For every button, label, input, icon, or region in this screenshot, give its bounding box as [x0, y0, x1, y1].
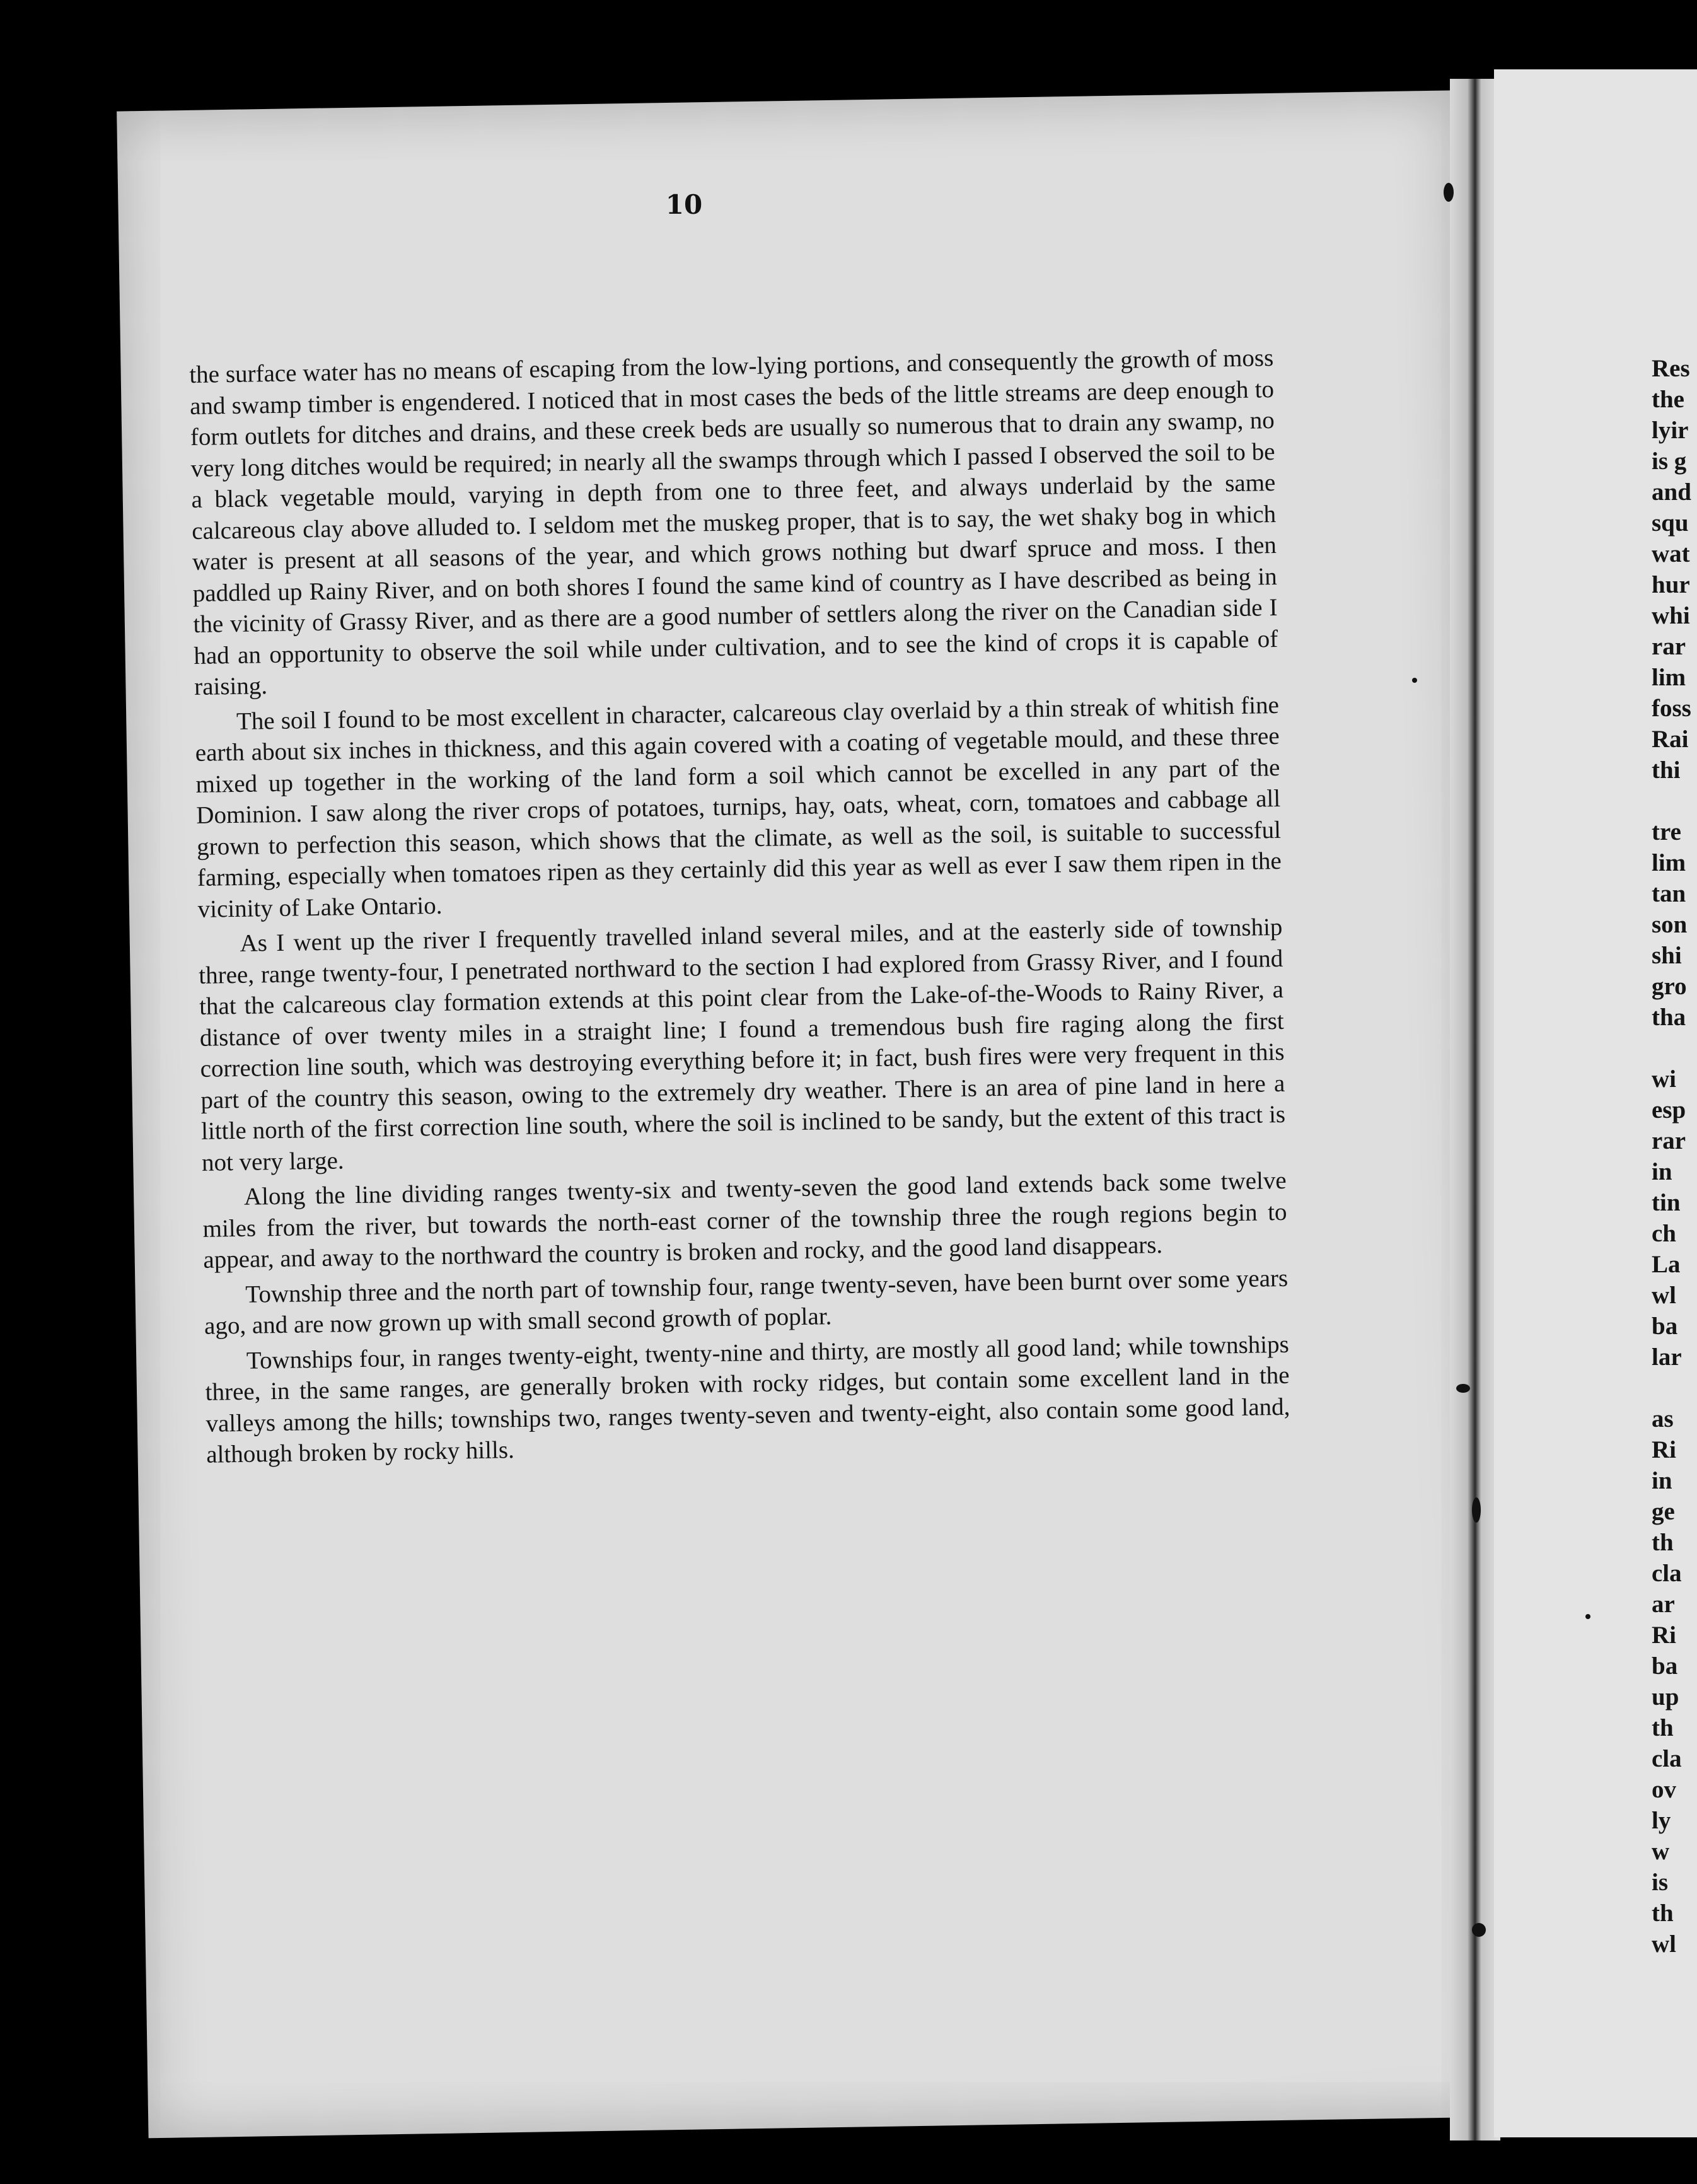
scan-speck: [1472, 1497, 1481, 1523]
facing-page-fragment: Ri: [1652, 1436, 1676, 1463]
facing-page-fragment: [1652, 786, 1697, 816]
facing-page-fragment: foss: [1652, 695, 1691, 722]
facing-page-fragment: ge: [1652, 1498, 1675, 1525]
facing-page-fragment: whi: [1652, 602, 1690, 629]
facing-page-fragment: Ri: [1652, 1622, 1676, 1649]
facing-page-fragment: lim: [1652, 664, 1686, 691]
paragraph-6: Townships four, in ranges twenty-eight, twenty-nine and thirty, are mostly all good land; while townships three, in the same ranges, are generally broken with rocky ridges, but contain some excellent land in the valleys among the hills; townships two, ranges twenty-seven and twenty-eight, also contain some good land, although broken by rocky hills.: [205, 1330, 1290, 1468]
scan-speck: [1444, 183, 1454, 202]
body-text: [189, 342, 1291, 1474]
facing-page-fragment: cla: [1652, 1745, 1682, 1772]
facing-page-fragment: wat: [1652, 540, 1690, 567]
facing-page-fragment: ov: [1652, 1776, 1676, 1803]
facing-page-fragment: th: [1652, 1900, 1674, 1927]
facing-page-fragment: shi: [1652, 942, 1682, 969]
facing-page-fragment: thi: [1652, 757, 1681, 784]
facing-page-fragment: is: [1652, 1869, 1669, 1896]
facing-page-fragment: as: [1652, 1405, 1674, 1432]
facing-page-fragment: lim: [1652, 849, 1686, 876]
facing-page-fragment: in: [1652, 1158, 1672, 1185]
facing-page-fragment: tha: [1652, 1004, 1686, 1031]
facing-page-fragment: th: [1652, 1714, 1674, 1741]
scan-speck: [1585, 1614, 1590, 1619]
facing-page-fragment: wl: [1652, 1931, 1676, 1958]
facing-page-fragment: son: [1652, 911, 1688, 938]
facing-page-fragment: in: [1652, 1467, 1672, 1494]
facing-page-fragment: tin: [1652, 1189, 1681, 1216]
facing-page-fragment: [1652, 1033, 1697, 1064]
facing-page-fragment: tan: [1652, 880, 1686, 907]
facing-page-fragment: and: [1652, 479, 1691, 506]
facing-page-fragment: rar: [1652, 633, 1686, 660]
paragraph-3: As I went up the river I frequently travelled inland several miles, and at the easterly side of township three, range twenty-four, I penetrated northward to the section I had explored from Grassy River, and I found that the calcareous clay formation extends at this point clear from the Lake-of-the-Woods to Rainy River, a distance of over twenty miles in a straight line; I found a tremendous bush fire raging along the first correction line south, which was destroying everything before it; in fact, bush fires were very frequent in this part of the country this season, owing to the extremely dry weather. There is an area of pine land in here a little north of the first correction line south, where the soil is inclined to be sandy, but the extent of this tract is not very large.: [199, 913, 1286, 1176]
facing-page-fragment: ba: [1652, 1313, 1678, 1340]
paragraph-2: The soil I found to be most excellent in character, calcareous clay overlaid by a thin streak of whitish fine earth about six inches in thickness, and this again covered with a coating of vegetable mould, and these three mixed up together in the working of the land form a soil which cannot be excelled in any part of the Dominion. I saw along the river crops of potatoes, turnips, hay, oats, wheat, corn, tomatoes and cabbage all grown to perfection this season, which shows that the climate, as well as the soil, is suitable to successful farming, especially when tomatoes ripen as they certainly did this year as well as ever I saw them ripen in the vicinity of Lake Ontario.: [195, 691, 1282, 923]
facing-page-fragment: cla: [1652, 1560, 1682, 1587]
paragraph-1: the surface water has no means of escaping from the low-lying portions, and consequently the growth of moss and swamp timber is engendered. I noticed that in most cases the beds of the little streams are deep enough to form outlets for ditches and drains, and these creek beds are usually so numerous that to drain any swamp, no very long ditches would be required; in nearly all the swamps through which I passed I observed the soil to be a black vegetable mould, varying in depth from one to three feet, and always underlaid by the same calcareous clay above alluded to. I seldom met the muskeg proper, that is to say, the wet shaky bog in which water is present at all seasons of the year, and which grows nothing but dwarf spruce and moss. I then paddled up Rainy River, and on both shores I found the same kind of country as I have described as being in the vicinity of Grassy River, and as there are a good number of settlers along the river on the Canadian side I had an opportunity to observe the soil while under cultivation, and to see the kind of crops it is capable of raising.: [189, 344, 1278, 700]
page-number: 10: [665, 189, 703, 220]
facing-page-fragment: esp: [1652, 1096, 1686, 1124]
paragraph-5: Township three and the north part of township four, range twenty-seven, have been burnt over some years ago, and are now grown up with small second growth of poplar.: [204, 1264, 1289, 1340]
facing-page-fragment: Rai: [1652, 726, 1689, 753]
facing-page-fragment: up: [1652, 1683, 1679, 1711]
scan-speck: [1472, 1923, 1486, 1937]
facing-page-fragment: ch: [1652, 1220, 1676, 1247]
facing-page-fragment: hur: [1652, 571, 1690, 598]
facing-page-fragment: wi: [1652, 1066, 1676, 1093]
facing-page-fragment: squ: [1652, 509, 1689, 537]
facing-page-fragment: La: [1652, 1251, 1681, 1278]
scan-speck: [1412, 678, 1417, 683]
facing-page-fragment: ly: [1652, 1807, 1671, 1834]
facing-page-fragment: ar: [1652, 1591, 1675, 1618]
facing-page-fragment: Res: [1652, 355, 1690, 382]
facing-page-fragment: w: [1652, 1838, 1670, 1865]
paragraph-4: Along the line dividing ranges twenty-six and twenty-seven the good land extends back some twelve miles from the river, but towards the north-east corner of the township three the rough regions begin to appear, and away to the northward the country is broken and rocky, and the good land disappears.: [202, 1166, 1287, 1274]
facing-page-fragment: is g: [1652, 448, 1687, 475]
facing-page-fragment: lar: [1652, 1344, 1682, 1371]
scan-speck: [1456, 1384, 1470, 1393]
facing-page-text-fragments: [1652, 353, 1697, 1960]
facing-page-fragment: rar: [1652, 1127, 1686, 1154]
facing-page-fragment: tre: [1652, 818, 1681, 845]
facing-page-fragment: wl: [1652, 1282, 1676, 1309]
facing-page-fragment: gro: [1652, 973, 1687, 1000]
facing-page-fragment: [1652, 1373, 1697, 1403]
facing-page-fragment: the: [1652, 386, 1684, 413]
facing-page-fragment: ba: [1652, 1653, 1678, 1680]
facing-page-fragment: lyir: [1652, 417, 1689, 444]
book-gutter: [1450, 79, 1500, 2140]
facing-page-fragment: th: [1652, 1529, 1674, 1556]
